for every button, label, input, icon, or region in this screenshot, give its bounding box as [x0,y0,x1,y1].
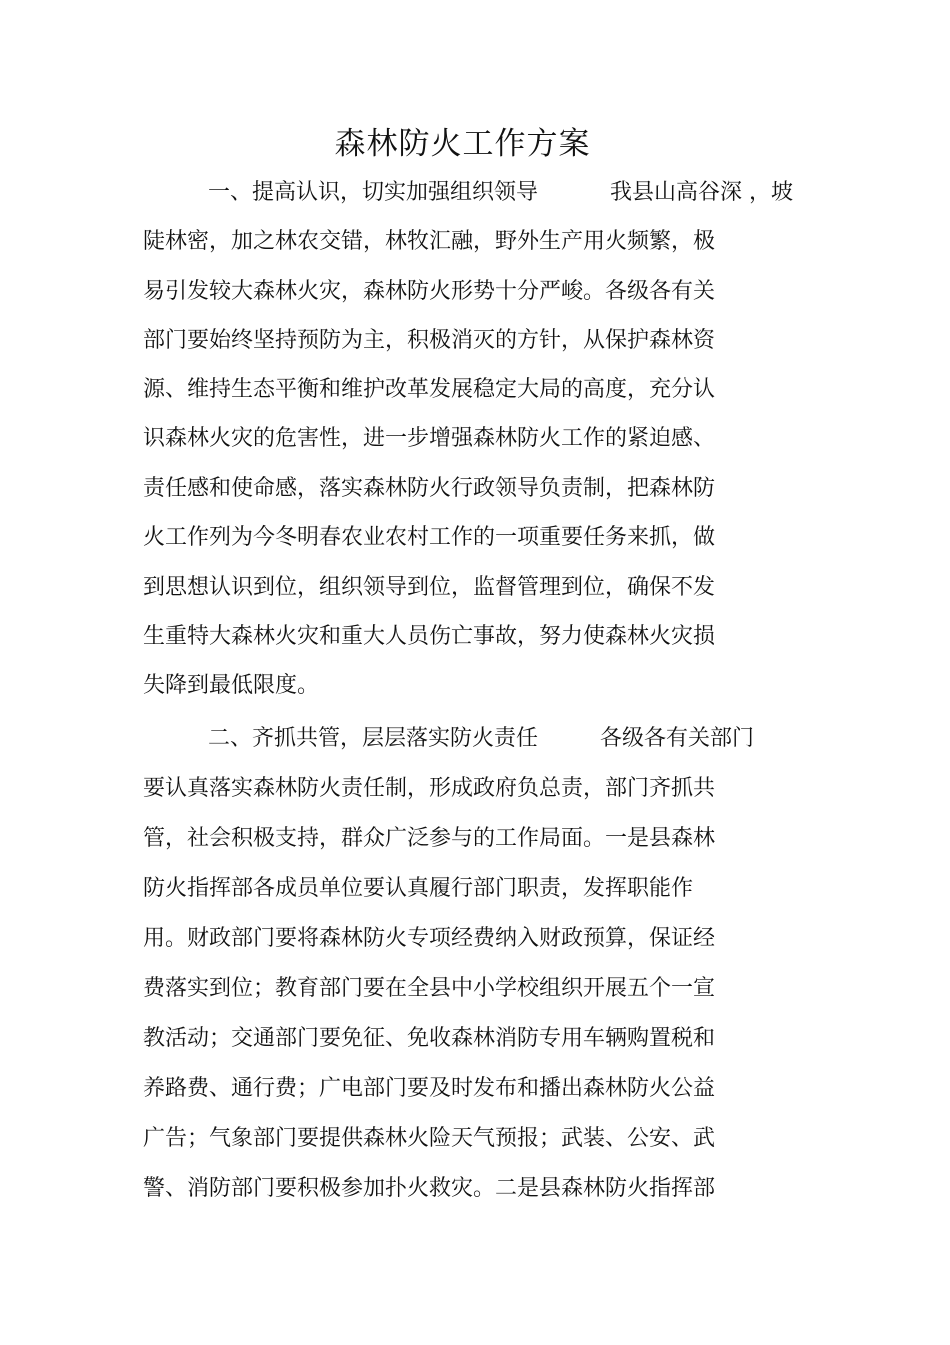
body-line: 要认真落实森林防火责任制，形成政府负总责，部门齐抓共 [143,776,716,801]
body-line: 管，社会积极支持，群众广泛参与的工作局面。一是县森林 [143,826,716,851]
body-line: 责任感和使命感，落实森林防火行政领导负责制，把森林防 [143,476,716,501]
body-line: 费落实到位；教育部门要在全县中小学校组织开展五个一宣 [143,976,716,1001]
body-line: 识森林火灾的危害性，进一步增强森林防火工作的紧迫感、 [143,426,716,451]
body-line: 失降到最低限度。 [143,673,320,698]
body-line: 防火指挥部各成员单位要认真履行部门职责，发挥职能作 [143,876,694,901]
body-line: 教活动；交通部门要免征、免收森林消防专用车辆购置税和 [143,1026,716,1051]
section-2-heading-line [208,724,754,754]
body-line: 用。财政部门要将森林防火专项经费纳入财政预算，保证经 [143,926,716,951]
body-line: 部门要始终坚持预防为主，积极消灭的方针，从保护森林资 [143,328,716,353]
body-line: 养路费、通行费；广电部门要及时发布和播出森林防火公益 [143,1076,716,1101]
section-1-heading-line [208,178,793,208]
section-2-heading: 二、齐抓共管，层层落实防火责任 [208,726,539,751]
body-line: 陡林密，加之林农交错，林牧汇融，野外生产用火频繁，极 [143,229,716,254]
document-title: 森林防火工作方案 [334,126,591,162]
body-line: 源、维持生态平衡和维护改革发展稳定大局的高度，充分认 [143,377,716,402]
body-line: 易引发较大森林火灾，森林防火形势十分严峻。各级各有关 [143,279,716,304]
body-line: 警、消防部门要积极参加扑火救灾。二是县森林防火指挥部 [143,1176,716,1201]
section-1-lead-text: 我县山高谷深 ，坡 [610,180,794,205]
body-line: 广告；气象部门要提供森林火险天气预报；武装、公安、武 [143,1126,716,1151]
section-1-heading: 一、提高认识，切实加强组织领导 [208,180,539,205]
body-line: 火工作列为今冬明春农业农村工作的一项重要任务来抓，做 [143,525,716,550]
body-line: 生重特大森林火灾和重大人员伤亡事故，努力使森林火灾损 [143,624,716,649]
body-line: 到思想认识到位，组织领导到位，监督管理到位，确保不发 [143,575,716,600]
section-2-lead-text: 各级各有关部门 [600,726,755,751]
